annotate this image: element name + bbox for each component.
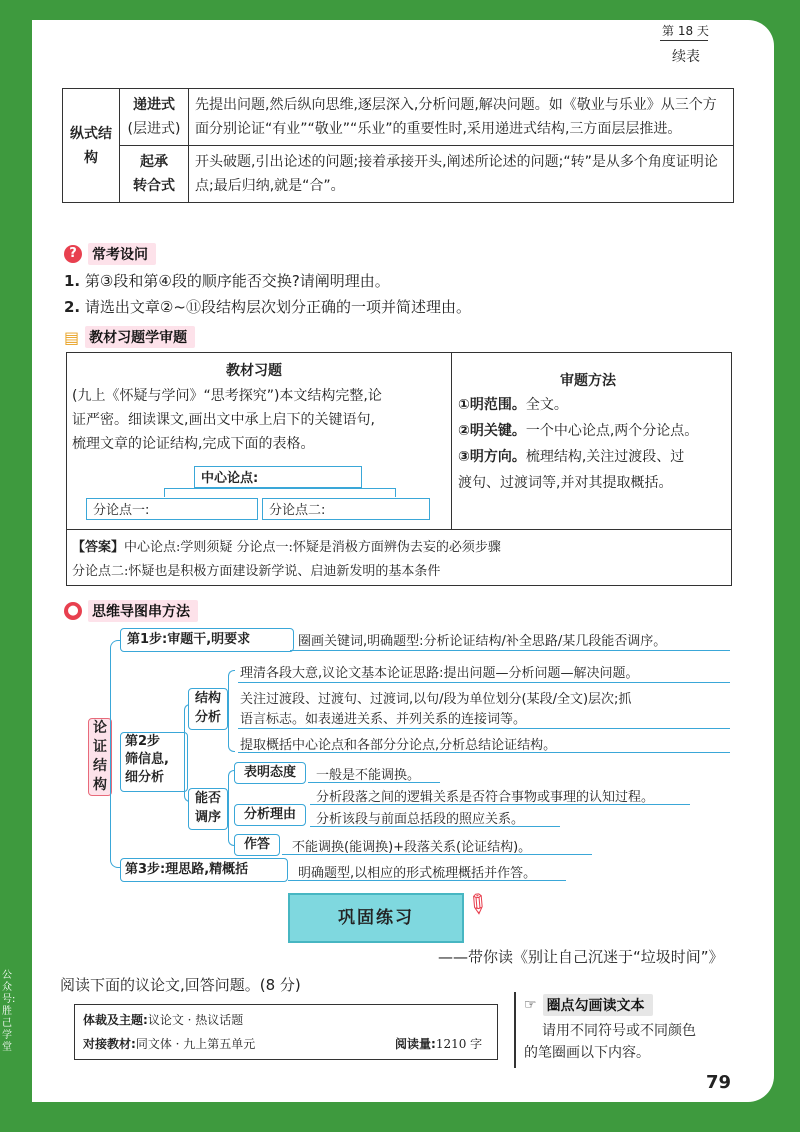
struct-bracket [228,670,235,752]
textbook-title: 教材习题学审题 [85,326,195,348]
center-point-box: 中心论点: [194,466,362,488]
horizontal-divider [67,529,731,530]
struct-line-2 [238,728,730,729]
row1-name [120,89,189,146]
method-list [458,392,698,496]
mindmap-heading [64,600,198,622]
answer-label: 【答案】 [72,540,125,555]
pencil-icon: ✎ [458,886,495,924]
answer-line [282,854,592,855]
side-box-rule [514,992,516,1068]
structure-table [62,88,734,203]
exercise-title: 教材习题 [226,363,282,379]
attitude-text: 一般是不能调换。 [316,768,421,783]
method-3: ③明方向。梳理结构,关注过渡段、过 [458,449,685,465]
person-icon: ● [64,602,82,620]
analyze-box: 分析理由 [234,804,306,826]
method-2: ②明关键。一个中心论点,两个分论点。 [458,423,699,439]
struct-item-3: 语言标志。如表递进关系、并列关系的连接词等。 [240,712,527,727]
answer-line-2: 分论点二:怀疑也是积极方面建设新学说、启迪新发明的基本条件 [72,564,441,579]
analyze-line-2 [310,826,560,827]
continued-label: 续表 [672,49,700,65]
practice-subtitle: ——带你读《别让自己沉迷于“垃圾时间”》 [438,948,724,966]
notebook-icon: ▤ [64,327,80,347]
row2-name1: 起承 [140,154,168,170]
row1-name2: (层进式) [127,121,181,137]
exercise-line-1: (九上《怀疑与学问》“思考探究”)本文结构完整,论 [72,388,382,404]
analyze-line-1 [310,804,690,805]
practice-instruction: 阅读下面的议论文,回答问题。(8 分) [60,976,301,994]
answer-text: 不能调换(能调换)+段落关系(论证结构)。 [292,840,532,855]
attitude-line [308,782,440,783]
reading-row: 阅读量:1210 字 [395,1037,483,1051]
common-questions-title: 常考设问 [88,243,156,265]
answer-box: 作答 [234,834,280,856]
step3-box: 第3步:理思路,精概括 [120,858,288,882]
reorder-box: 能否 调序 [188,788,228,830]
exercise-line-2: 证严密。细读课文,画出文中承上启下的关键语句, [72,412,375,428]
link-row: 对接教材:同文体 · 九上第五单元 [83,1037,256,1051]
tree-connector [164,488,396,497]
step3-text: 明确题型,以相应的形式梳理概括并作答。 [298,866,537,881]
exercise-text [72,384,382,456]
sub-point-1-box: 分论点一: [86,498,258,520]
answer-block [72,536,501,584]
page-number: 79 [706,1072,732,1093]
info-box [74,1004,498,1060]
question-1 [64,270,390,291]
step2-box: 第2步 筛信息, 细分析 [120,732,188,792]
side-title: ☞ 圈点勾画读文本 [524,994,653,1016]
method-4: 渡句、过渡词等,并对其提取概括。 [458,475,673,491]
struct-item-2: 关注过渡段、过渡句、过渡词,以句/段为单位划分(某段/全文)层次;抓 [240,692,632,707]
q2-text: 请选出文章②~⑪段结构层次划分正确的一项并简述理由。 [84,298,471,316]
row2-name2: 转合式 [133,178,175,194]
row1-name1: 递进式 [133,97,175,113]
attitude-box: 表明态度 [234,762,306,784]
side-instructions: 请用不同符号或不同颜色 的笔圈画以下内容。 [524,1023,696,1061]
q2-num: 2. [64,298,81,316]
step1-underline [290,650,730,651]
question-icon: ? [64,245,82,263]
textbook-heading [64,326,195,348]
step1-box: 第1步:审题干,明要求 [120,628,294,652]
sub-point-2-box: 分论点二: [262,498,430,520]
method-title: 审题方法 [560,373,616,389]
struct-line-1 [238,682,730,683]
pointing-hand-icon: ☞ [524,997,537,1013]
vertical-divider [451,353,452,529]
answer-line-1: 中心论点:学则须疑 分论点一:怀疑是消极方面辨伪去妄的必须步骤 [124,540,501,555]
day-label: 第 18 天 [662,24,709,38]
side-margin-text: 公众号:胜己学堂 [2,970,16,1053]
step1-text: 圈画关键词,明确题型:分析论证结构/补全思路/某几段能否调序。 [298,634,667,649]
row2-name [120,146,189,203]
row2-desc: 开头破题,引出论述的问题;接着承接开头,阐述所论述的问题;“转”是从多个角度证明论点;最后归纳,就是“合”。 [189,146,734,203]
common-questions-heading [64,243,156,265]
practice-banner: 巩固练习 [288,893,464,943]
method-1: ①明范围。全文。 [458,397,568,413]
question-2 [64,296,471,317]
q1-text: 第③段和第④段的顺序能否交换?请阐明理由。 [84,272,390,290]
step3-line [288,880,566,881]
header-divider [660,40,708,41]
struct-box: 结构 分析 [188,688,228,730]
genre-row: 体裁及主题:议论文 · 热议话题 [83,1013,244,1027]
exercise-line-3: 梳理文章的论证结构,完成下面的表格。 [72,436,315,452]
q1-num: 1. [64,272,81,290]
group-label: 纵式结构 [70,125,112,166]
row1-desc: 先提出问题,然后纵向思维,逐层深入,分析问题,解决问题。如《敬业与乐业》从三个方面分别论证“有业”“敬业”“乐业”的重要性时,采用递进式结构,三方面层层推进。 [189,89,734,146]
analyze-item-1: 分析段落之间的逻辑关系是否符合事物或事理的认知过程。 [316,790,655,805]
group-cell [63,89,120,203]
struct-item-4: 提取概括中心论点和各部分分论点,分析总结论证结构。 [240,738,557,753]
struct-line-3 [238,752,730,753]
analyze-item-2: 分析该段与前面总括段的照应关系。 [316,812,525,827]
mindmap-root: 论证结构 [88,718,112,796]
mindmap-title: 思维导图串方法 [88,600,198,622]
struct-item-1: 理清各段大意,议论文基本论证思路:提出问题—分析问题—解决问题。 [240,666,639,681]
